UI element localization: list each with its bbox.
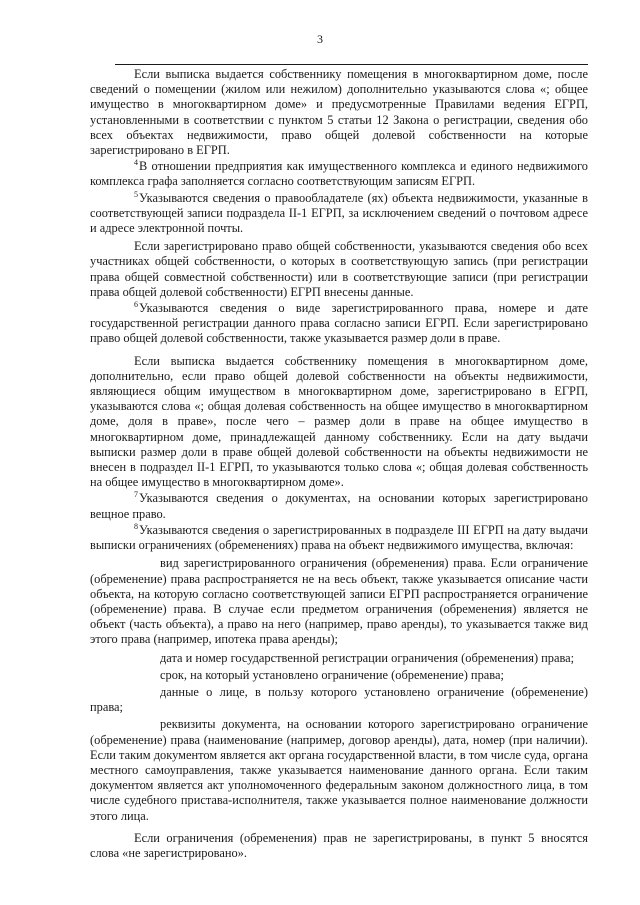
footnote-marker: 6 — [134, 300, 138, 310]
paragraph-shared-property-share: Если выписка выдается собственнику помещения в многоквартирном доме, дополнительно, если право общей долевой собственности на объекты недвижимости, являющиеся общим имуществом в многоквартирном доме, зарегистрировано в ЕГРП, указываются слова «; общая долевая собственность на общее имущество в многоквартирном доме, доля в праве», после чего – размер доли в праве на общее имущество в многоквартирном доме, принадлежащей данному собственнику. Если на дату выдачи выписки размер доли в праве общей долевой собственности на объекты недвижимости не внесен в подраздел II-1 ЕГРП, то указываются только слова «; общая долевая собственность на общее имущество в многоквартирном доме». — [90, 353, 588, 490]
list-item-restriction-type: вид зарегистрированного ограничения (обременения) права. Если ограничение (обременение) права распространяется не на весь объект, также указывается описание части объекта, на которую согласно соответствующей записи ЕГРП распространяется ограничение (обременение) права. В случае если предметом ограничения (обременения) является не объект (часть объекта), а право на него (например, право аренды), то указывается также вид этого права (например, ипотека права аренды); — [90, 556, 588, 647]
footnote-marker: 7 — [134, 490, 138, 500]
list-item-document-details: реквизиты документа, на основании которого зарегистрировано ограничение (обременение) права (наименование (например, договор аренды), дата, номер (при наличии). Если таким документом является акт органа государственной власти, в том числе суда, органа местного самоуправления, также указывается наименование данного органа. Если таким документом является акт уполномоченного федеральным законом должностного лица, в том числе судебного пристава-исполнителя, также указывается полное наименование должности этого лица. — [90, 717, 588, 823]
footnote-4: $^4$В отношении предприятия как имущественного комплекса и единого недвижимого комплекса графа заполняется согласно соответствующим записям ЕГРП. — [90, 158, 588, 189]
footnote-marker: 5 — [134, 189, 138, 199]
footnotes-body — [90, 67, 588, 864]
footnote-8: $^8$Указываются сведения о зарегистрированных в подразделе III ЕГРП на дату выдачи выписки ограничениях (обременениях) права на объект недвижимого имущества, включая: — [90, 521, 588, 553]
footnote-5: $^5$Указываются сведения о правообладателе (ях) объекта недвижимости, указанные в соответствующей записи подраздела II-1 ЕГРП, за исключением сведений о почтовом адресе и адресе электронной почты. — [90, 189, 588, 236]
footnote-marker: 4 — [134, 158, 138, 168]
footnote-6: $^6$Указываются сведения о виде зарегистрированного права, номере и дате государственной регистрации данного права согласно записи ЕГРП. Если зарегистрировано право общей долевой собственности, также указывается размер доли в праве. — [90, 300, 588, 346]
paragraph-common-property: Если выписка выдается собственнику помещения в многоквартирном доме, после сведений о помещении (жилом или нежилом) дополнительно указываются слова «; общее имущество в многоквартирном доме» и предусмотренные Правилами ведения ЕГРП, установленными в соответствии с пунктом 5 статьи 12 Закона о регистрации, сведения обо всех объектах недвижимости, право общей долевой собственности на которые зарегистрировано в ЕГРП. — [90, 67, 588, 158]
list-item-restriction-term: срок, на который установлено ограничение (обременение) права; — [160, 667, 504, 682]
page-number: 3 — [317, 32, 323, 46]
footnote-separator-line — [115, 64, 588, 65]
list-item-registration-date: дата и номер государственной регистрации ограничения (обременения) права; — [160, 650, 575, 665]
paragraph-common-ownership: Если зарегистрировано право общей собственности, указываются сведения обо всех участниках общей собственности, о которых в соответствующую запись (при регистрации права общей совместной собственности) или в соответствующие записи (при регистрации права общей долевой собственности) ЕГРП внесены данные. — [90, 239, 588, 299]
footnote-7: $^7$Указываются сведения о документах, на основании которых зарегистрировано вещное право. — [90, 490, 588, 521]
list-item-beneficiary: данные о лице, в пользу которого установлено ограничение (обременение) права; — [90, 684, 588, 715]
footnote-marker: 8 — [134, 521, 138, 531]
paragraph-not-registered: Если ограничения (обременения) прав не зарегистрированы, в пункт 5 вносятся слова «не зарегистрировано». — [90, 830, 588, 860]
